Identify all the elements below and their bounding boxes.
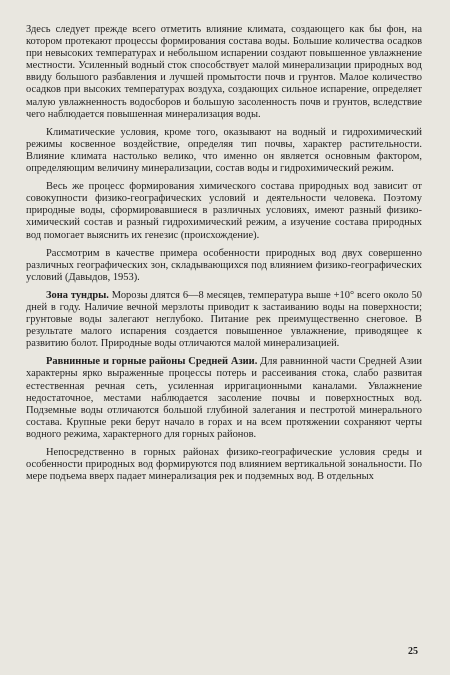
paragraph-two-zones (26, 248, 422, 284)
paragraph-mountain-regions (26, 447, 422, 483)
document-page (26, 24, 422, 660)
paragraph-formation-process (26, 181, 422, 241)
tundra-heading: Зона тундры. (46, 289, 109, 301)
paragraph-text: Климатические условия, кроме того, оказывают на водный и гидрохимический режимы косвенное воздействие, определяя тип почвы, характер растительности. Влияние климата настолько велико, что именно он является основным фактором, определяющим величину минерализации, состав воды и гидрохимический режим. (26, 126, 422, 175)
paragraph-text: Здесь следует прежде всего отметить влияние климата, создающего как бы фон, на котором протекают процессы формирования состава воды. Большие количества осадков при невысоких температурах и небольшом испарении создают повышенное увлажнение местности. Усиленный водный сток способствует малой минерализации природных вод ввиду большого разбавления и лучшей промытости почв и грунтов. Малое количество осадков при высоких температурах воздуха, создающих сильное испарение, определяет малую увлажненность водосборов и большую засоленность почв и грунтов, вследствие чего наблюдается повышенная минерализация воды. (26, 24, 422, 120)
central-asia-heading: Равнинные и горные районы Средней Азии. (46, 356, 258, 368)
paragraph-text: Рассмотрим в качестве примера особенности природных вод двух совершенно различных географических зон, складывающихся под влиянием физико-географических условий (Давыдов, 1953). (26, 247, 422, 283)
paragraph-text: Морозы длятся 6—8 месяцев, температура выше +10° всего около 50 дней в году. Наличие вечной мерзлоты приводит к застаиванию воды на поверхности; грунтовые воды залегают неглубоко. Питание рек преимущественно снеговое. В результате малого испарения создается повышенное увлажнение, приводящее к развитию болот. Природные воды отличаются малой минерализацией. (26, 289, 422, 350)
paragraph-climate (26, 24, 422, 121)
paragraph-central-asia (26, 356, 422, 441)
paragraph-text: Весь же процесс формирования химического состава природных вод зависит от совокупности физико-географических условий и деятельности человека. Поэтому природные воды, сформировавшиеся в различных условиях, имеют разный физико-химический состав и разный гидрохимический режим, а изучение состава природных вод помогает выяснить их генезис (происхождение). (26, 181, 422, 241)
paragraph-text: Для равнинной части Средней Азии характерны ярко выраженные процессы потерь и рассеивания стока, слабо развитая естественная речная сеть, усиленная ирригационными каналами. Увлажнение недостаточное, местами наблюдается засоление почвы и поверхностных вод. Подземные воды отличаются большой глубиной залегания и пестротой минерального состава. Крупные реки берут начало в горах и на всем протяжении сохраняют черты водного режима, характерного для горных районов. (26, 356, 423, 440)
paragraph-text: Непосредственно в горных районах физико-географические условия среды и особенности природных вод формируются под влиянием вертикальной зональности. По мере подъема вверх падает минерализация рек и подземных вод. В отдельных (26, 447, 422, 483)
page-number: 25 (408, 646, 418, 657)
paragraph-indirect-influence (26, 127, 422, 175)
paragraph-tundra-zone (26, 290, 422, 350)
